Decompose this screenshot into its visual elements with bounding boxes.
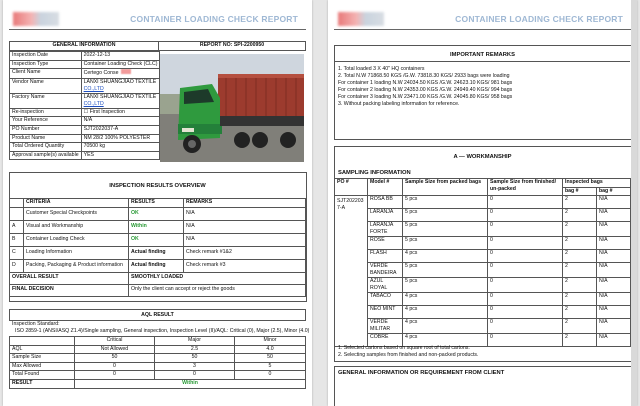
criteria-row: B Container Loading Check OK N/A bbox=[10, 233, 306, 246]
aql-row: Sample Size 50 50 50 bbox=[10, 354, 306, 363]
field-row: Factory Name LANXI SHUANGJIAO TEXTILE CO.,LTD bbox=[10, 93, 160, 108]
inspection-standard-label: Inspection Standard: bbox=[12, 321, 60, 327]
field-row: Approval sample(s) available YES bbox=[10, 151, 160, 160]
field-row: Vendor Name LANXI SHUANGJIAO TEXTILE CO.,LTD bbox=[10, 78, 160, 93]
results-overview-title: INSPECTION RESULTS OVERVIEW bbox=[109, 183, 206, 189]
criteria-header: CRITERIA bbox=[24, 199, 129, 208]
company-logo bbox=[338, 12, 384, 26]
report-page-1 bbox=[3, 0, 312, 406]
truck-illustration bbox=[160, 54, 304, 162]
field-row: Inspection Type Container Loading Check (CLC) bbox=[10, 60, 160, 69]
aql-row: AQL Not Allowed 2.5 4.0 bbox=[10, 345, 306, 354]
sample-row: SJT202203 7-A ROSA BB 5 pcs 0 2 N/A bbox=[335, 196, 631, 209]
results-header: RESULTS bbox=[129, 199, 184, 208]
criteria-row: C Loading Information Actual finding Check remark #1&2 bbox=[10, 246, 306, 259]
field-row: Product Name NM 28/2 100% POLYESTER bbox=[10, 134, 160, 143]
remark-line: 3. Without packing labeling information for reference. bbox=[338, 101, 460, 107]
field-row: Total Ordered Quantity 70500 kg bbox=[10, 143, 160, 152]
client-requirements-title: GENERAL INFORMATION OR REQUIREMENT FROM CLIENT bbox=[338, 370, 505, 376]
criteria-row: D Packing, Packaging & Product information Actual finding Check remark #3 bbox=[10, 259, 306, 272]
field-row: Inspection Date 2022-12-13 bbox=[10, 52, 160, 61]
sample-row: FLASH 4 pcs 0 2 N/A bbox=[335, 250, 631, 263]
report-title: CONTAINER LOADING CHECK REPORT bbox=[455, 14, 623, 24]
sampling-note: 2. Selecting samples from finished and non-packed products. bbox=[338, 352, 479, 358]
general-info-table bbox=[9, 41, 306, 51]
sample-row: VERDE MILITAR 4 pcs 0 2 N/A bbox=[335, 319, 631, 334]
header-divider bbox=[334, 29, 631, 30]
redacted-mark bbox=[121, 69, 131, 74]
sample-row: LARANJA 5 pcs 0 2 N/A bbox=[335, 209, 631, 222]
criteria-code-header bbox=[10, 199, 24, 208]
results-overview-table bbox=[9, 198, 306, 297]
criteria-row: Customer Special Checkpoints OK N/A bbox=[10, 207, 306, 220]
overall-result-row: OVERALL RESULT SMOOTHLY LOADED bbox=[10, 272, 306, 284]
sampling-info-title: SAMPLING INFORMATION bbox=[338, 170, 411, 176]
report-title: CONTAINER LOADING CHECK REPORT bbox=[130, 14, 298, 24]
sample-row: TABACO 4 pcs 0 2 N/A bbox=[335, 293, 631, 306]
sample-row: NEO MINT 4 pcs 0 2 N/A bbox=[335, 306, 631, 319]
report-number: REPORT NO: SPI-2200950 bbox=[159, 42, 306, 51]
sampling-table: PO # Model # Sample Size from packed bags Sample Size from finished/ un-packed Inspected bags bag # bag # SJT202203 7-A ROSA BB 5 pcs 0 2 N/A LARANJA 5 pcs 0 2 N/A LARANJA FORTE 5 pcs 0 2 N/A ROSE 5 pcs 0 2 N/A FLASH 4 pcs 0 2 N/A VERDE BANDEIRA 5 pcs 0 2 N/A AZUL ROYAL 5 pcs 0 2 N/A TABACO 4 pcs 0 2 N/A NEO MINT 4 pcs 0 2 N/A VERDE MILITAR 4 pcs 0 2 N/A COBRE 4 pcs 0 2 N/A bbox=[334, 178, 631, 347]
sample-row: AZUL ROYAL 5 pcs 0 2 N/A bbox=[335, 278, 631, 293]
sample-row: VERDE BANDEIRA 5 pcs 0 2 N/A bbox=[335, 263, 631, 278]
aql-row: Total Found 0 0 0 bbox=[10, 371, 306, 380]
aql-result-row: RESULT Within bbox=[10, 379, 306, 388]
sample-row: LARANJA FORTE 5 pcs 0 2 N/A bbox=[335, 222, 631, 237]
aql-row: Max Allowed 0 3 5 bbox=[10, 362, 306, 371]
company-logo bbox=[13, 12, 59, 26]
report-page-2 bbox=[328, 0, 637, 406]
po-number: SJT202203 7-A bbox=[335, 196, 368, 347]
aql-table: Critical Major Minor AQL Not Allowed 2.5 4.0 Sample Size 50 50 50 Max Allowed 0 3 5 Total Found 0 0 0 RESULT Within bbox=[9, 336, 306, 389]
container-truck-photo bbox=[160, 54, 304, 162]
header-divider bbox=[9, 29, 306, 30]
remark-line: 2. Total N.W 71868.50 KGS /G.W. 73818.30 KGS/ 2933 bags were loading bbox=[338, 73, 510, 79]
aql-title-table bbox=[9, 309, 306, 321]
general-info-fields bbox=[9, 51, 160, 160]
aql-title: AQL RESULT bbox=[10, 310, 306, 321]
sample-row: ROSE 5 pcs 0 2 N/A bbox=[335, 237, 631, 250]
remark-line: For container 2 loading N.W 24353.00 KGS /G.W. 24949.40 KGS/ 994 bags bbox=[338, 87, 513, 93]
remark-line: For container 1 loading N.W 24034.50 KGS /G.W. 24623.10 KGS/ 981 bags bbox=[338, 80, 513, 86]
inspection-standard-text: ISO 2859-1 (ANSI/ASQ Z1.4)/Single sampling, General inspection, Inspection Level (II)/AQL: Critical (0), Major (2.5), Minor (4.0) bbox=[15, 328, 310, 334]
vertical-scrollbar[interactable] bbox=[631, 0, 637, 406]
sampling-note: 1. Selected cartons based on square root of total cartons. bbox=[338, 345, 470, 351]
remark-line: For container 3 loading N.W 23471.00 KGS /G.W. 24045.80 KGS/ 958 bags bbox=[338, 94, 513, 100]
remark-line: 1. Total loaded 3 X 40" HQ containers bbox=[338, 66, 425, 72]
workmanship-title: A — WORKMANSHIP bbox=[453, 154, 512, 160]
field-row: Client Name Certego Conse bbox=[10, 69, 160, 79]
field-row: Your Reference N/A bbox=[10, 117, 160, 126]
field-row: PO Number SJT2022037-A bbox=[10, 125, 160, 134]
general-info-title: GENERAL INFORMATION bbox=[10, 42, 159, 51]
final-decision-row: FINAL DECISION Only the client can accept or reject the goods bbox=[10, 284, 306, 296]
remarks-header: REMARKS bbox=[184, 199, 306, 208]
remarks-divider bbox=[334, 61, 630, 62]
important-remarks-title: IMPORTANT REMARKS bbox=[450, 52, 515, 58]
field-row: Re-inspection ☐ First Inspection bbox=[10, 108, 160, 117]
criteria-row: A Visual and Workmanship Within N/A bbox=[10, 220, 306, 233]
sample-row: COBRE 4 pcs 0 2 N/A bbox=[335, 334, 631, 347]
